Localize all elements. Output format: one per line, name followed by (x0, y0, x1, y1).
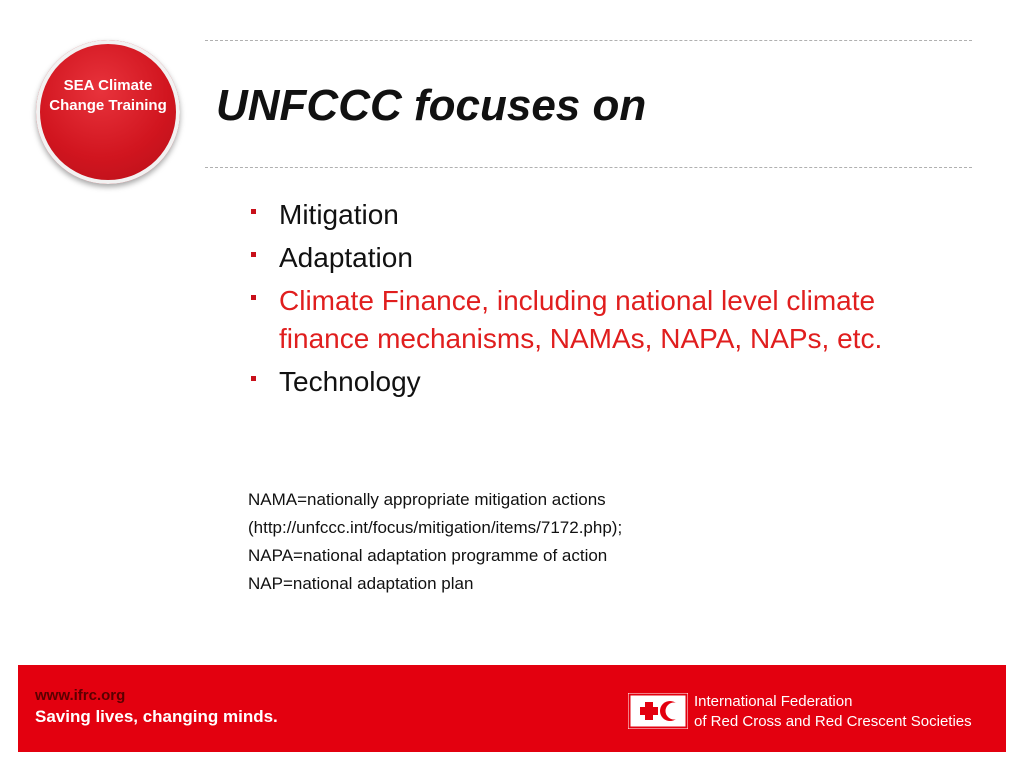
bullet-item (248, 196, 968, 234)
red-cross-crescent-icon (628, 693, 688, 729)
footer-bar (18, 665, 1006, 752)
note-line: NAMA=nationally appropriate mitigation actions (248, 490, 606, 509)
bullet-marker-icon (251, 209, 256, 214)
bullet-marker-icon (251, 252, 256, 257)
note-line: NAP=national adaptation plan (248, 574, 474, 593)
bullet-item-highlighted (248, 282, 968, 358)
bullet-text: Mitigation (279, 199, 399, 230)
organization-name (694, 692, 972, 732)
footer-website-link[interactable]: www.ifrc.org (35, 687, 126, 704)
note-line: (http://unfccc.int/focus/mitigation/items/7172.php); (248, 518, 623, 537)
training-badge (36, 40, 180, 184)
note-line: NAPA=national adaptation programme of action (248, 546, 608, 565)
bullet-marker-icon (251, 376, 256, 381)
bullet-text: Climate Finance, including national level climate finance mechanisms, NAMAs, NAPA, NAPs, etc. (279, 285, 883, 354)
bullet-text: Adaptation (279, 242, 413, 273)
badge-label: SEA Climate Change Training (49, 77, 167, 114)
slide-title: UNFCCC focuses on (216, 81, 647, 130)
org-name-line-1: International Federation (694, 693, 853, 710)
bullet-marker-icon (251, 295, 256, 300)
title-rule-top (205, 40, 972, 41)
footer-tagline: Saving lives, changing minds. (35, 707, 278, 726)
org-name-line-2: of Red Cross and Red Crescent Societies (694, 713, 972, 730)
bullet-item (248, 363, 968, 401)
bullet-list (248, 196, 968, 406)
bullet-item (248, 239, 968, 277)
bullet-text: Technology (279, 366, 421, 397)
title-rule-bottom (205, 167, 972, 168)
acronym-notes (248, 486, 948, 598)
